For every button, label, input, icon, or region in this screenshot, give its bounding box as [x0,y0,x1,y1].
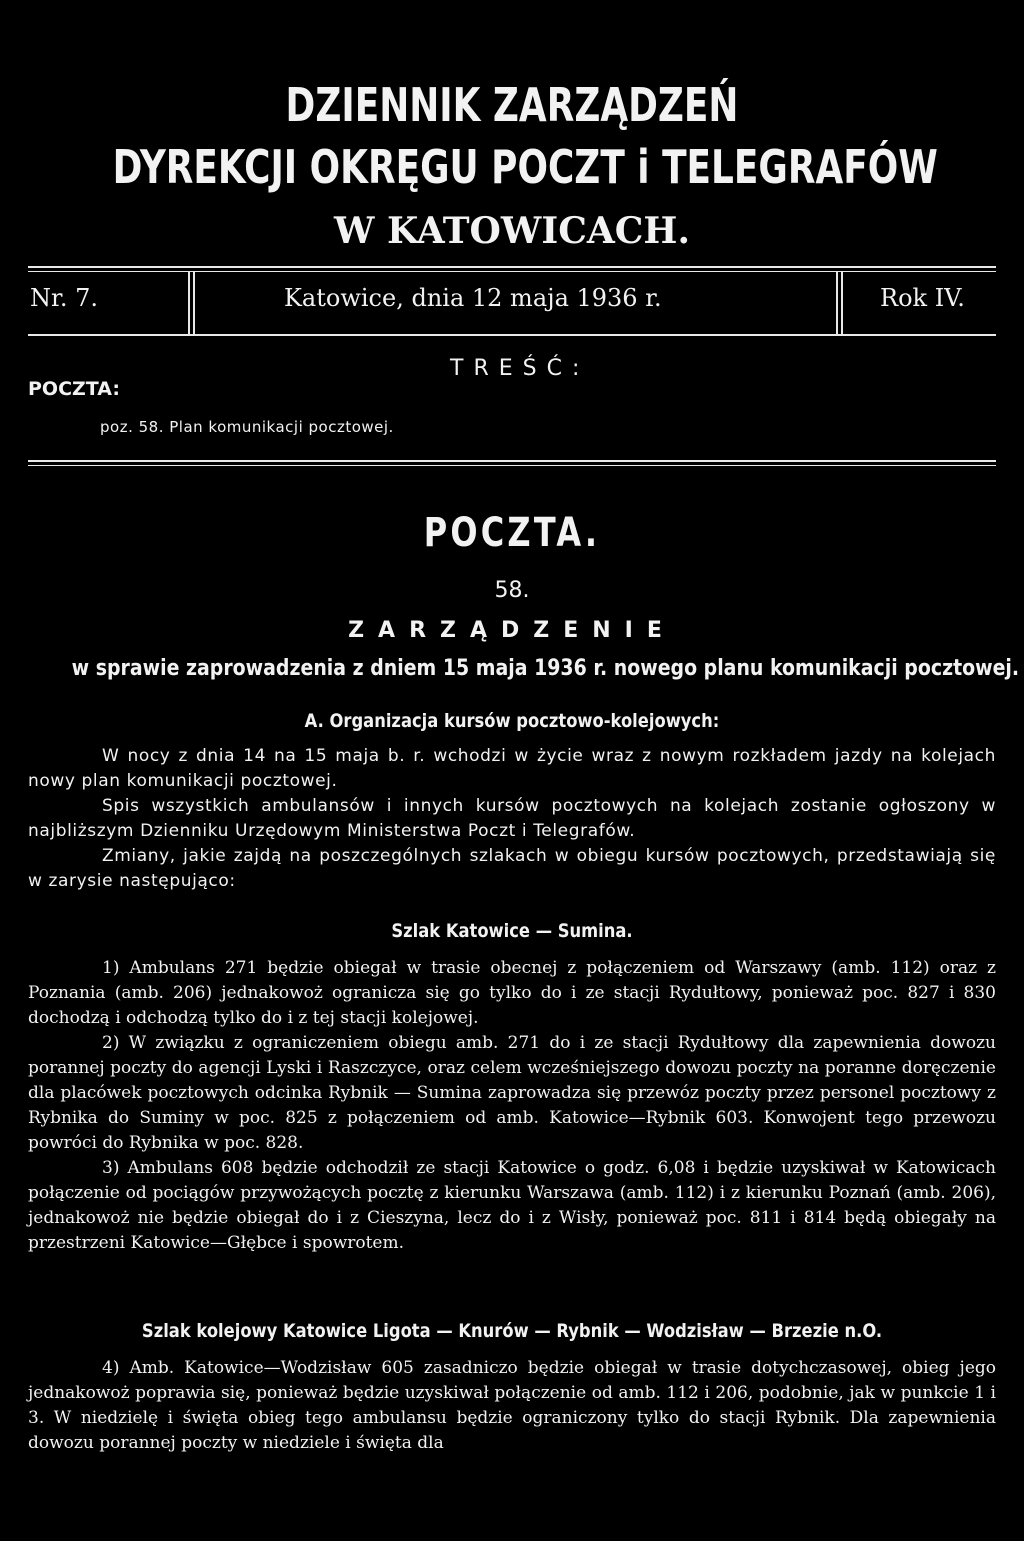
route1-heading: Szlak Katowice — Sumina. [391,920,633,942]
masthead-title: DZIENNIK ZARZĄDZEŃ [285,78,739,132]
route1-paragraph: 3) Ambulans 608 będzie odchodził ze stacji Katowice o godz. 6,08 i będzie uzyskiwał w Katowicach połączenie od pociągów przywożących pocztę z kierunku Warszawa (amb. 112) i z kierunku Poznań (amb. 206), jednakowoż nie będzie obiegał do i z Cieszyna, lecz do i z Wisły, ponieważ poc. 811 i 814 będą obiegały na przestrzeni Katowice—Głębce i spowrotem. [28,1158,996,1253]
issue-date: Katowice, dnia 12 maja 1936 r. [284,284,662,312]
intro-paragraph: Zmiany, jakie zajdą na poszczególnych szlakach w obiegu kursów pocztowych, przedstawiają się w zarysie następująco: [28,846,996,891]
section-title: POCZTA. [423,510,601,556]
header-rule-bottom [28,334,996,336]
contents-rule [28,460,996,462]
part-a-heading: A. Organizacja kursów pocztowo-kolejowych: [304,710,720,732]
header-rule-top [28,266,996,268]
issue-divider-right-2 [841,272,843,334]
issue-divider-right [836,272,838,334]
route1-paragraph: 1) Ambulans 271 będzie obiegał w trasie obecnej z połączeniem od Warszawy (amb. 112) oraz z Poznania (amb. 206) jednakowoż ogranicza się go tylko do i ze stacji Rydułtowy, ponieważ poc. 827 i 830 dochodzą i odchodzą tylko do i z tej stacji kolejowej. [28,958,996,1028]
route2-text [28,1356,996,1456]
issue-number: Nr. 7. [30,284,98,312]
intro-text [28,744,996,894]
issue-year: Rok IV. [880,284,965,312]
article-type: ZARZĄDZENIE [348,618,676,643]
contents-item: poz. 58. Plan komunikacji pocztowej. [100,418,394,436]
route2-paragraph: 4) Amb. Katowice—Wodzisław 605 zasadniczo będzie obiegał w trasie dotychczasowej, obieg jego jednakowoż poprawia się, ponieważ będzie uzyskiwał połączenie od amb. 112 i 206, podobnie, jak w punkcie 1 i 3. W niedzielę i święta obieg tego ambulansu będzie ograniczony tylko do stacji Rybnik. Dla zapewnienia dowozu porannej poczty w niedziele i święta dla [28,1358,996,1453]
header-rule-top-thin [28,271,996,272]
intro-paragraph: W nocy z dnia 14 na 15 maja b. r. wchodzi w życie wraz z nowym rozkładem jazdy na kolejach nowy plan komunikacji pocztowej. [28,746,996,791]
masthead-location: W KATOWICACH. [334,210,690,252]
intro-paragraph: Spis wszystkich ambulansów i innych kursów pocztowych na kolejach zostanie ogłoszony w najbliższym Dzienniku Urzędowym Ministerstwa Poczt i Telegrafów. [28,796,996,841]
issue-divider-left [188,272,190,334]
article-number: 58. [494,578,530,603]
issue-divider-left-2 [193,272,195,334]
route1-text [28,956,996,1256]
contents-section: POCZTA: [28,378,120,400]
article-subject: w sprawie zaprowadzenia z dniem 15 maja 1936 r. nowego planu komunikacji pocztowej. [71,656,1020,681]
contents-heading: TREŚĆ: [450,356,590,381]
route1-paragraph: 2) W związku z ograniczeniem obiegu amb. 271 do i ze stacji Rydułtowy dla zapewnienia dowozu porannej poczty do agencji Lyski i Raszczyce, oraz celem wcześniejszego dowozu poczty na poranne doręczenie dla placówek pocztowych odcinka Rybnik — Sumina zaprowadza się przewóz poczty przez personel pocztowy z Rybnika do Suminy w poc. 825 z połączeniem od amb. Katowice—Rybnik 603. Konwojent tego przewozu powróci do Rybnika w poc. 828. [28,1033,996,1153]
contents-rule-thin [28,465,996,466]
masthead-subtitle: DYREKCJI OKRĘGU POCZT i TELEGRAFÓW [112,140,938,194]
route2-heading: Szlak kolejowy Katowice Ligota — Knurów — Rybnik — Wodzisław — Brzezie n.O. [141,1320,883,1342]
